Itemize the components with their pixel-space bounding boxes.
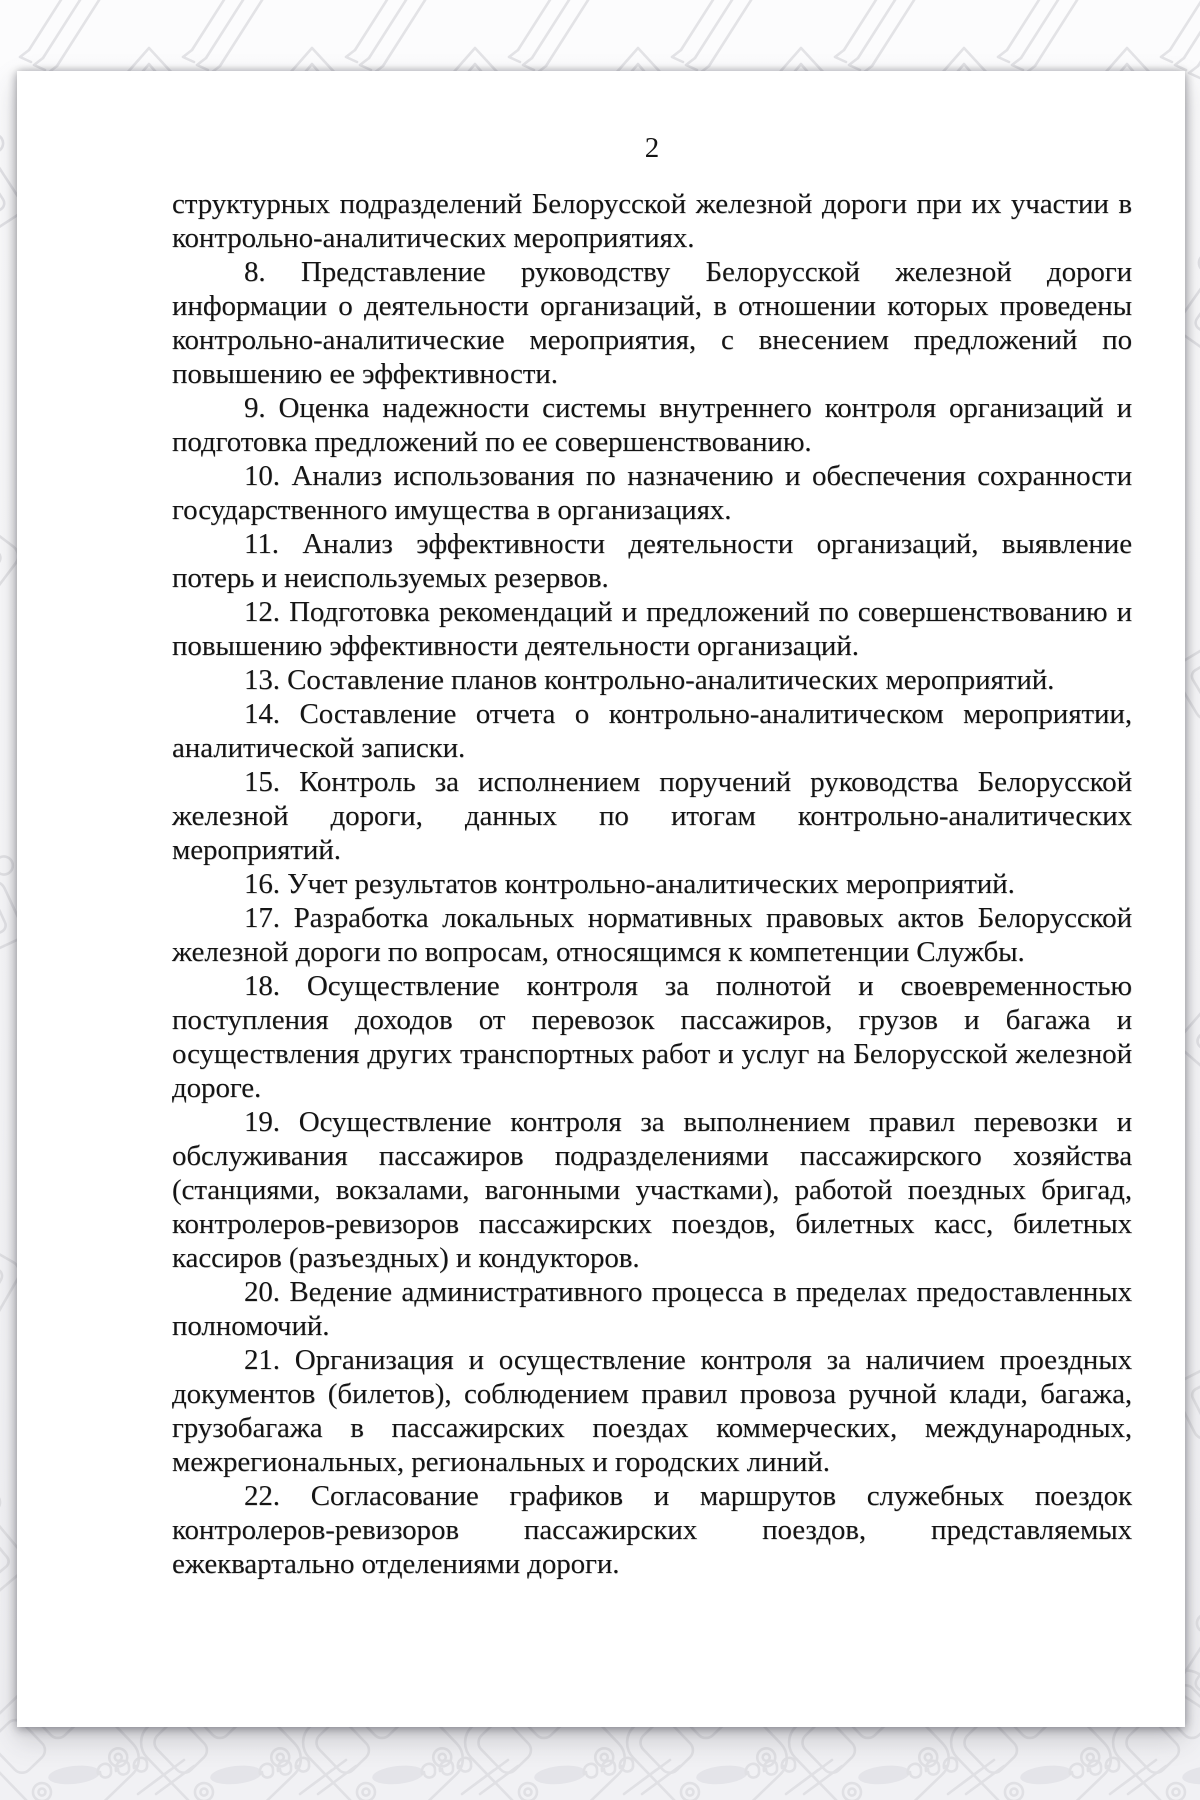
paragraph: 14. Составление отчета о контрольно-аналитическом мероприятии, аналитической записки. [172, 698, 1132, 764]
page-number: 2 [644, 132, 660, 164]
paragraph: 15. Контроль за исполнением поручений руководства Белорусской железной дороги, данных по итогам контрольно-аналитических мероприятий. [172, 766, 1132, 866]
page-body [172, 187, 1132, 1581]
paragraph: структурных подразделений Белорусской железной дороги при их участии в контрольно-аналитических мероприятиях. [172, 188, 1132, 254]
paragraph: 13. Составление планов контрольно-аналитических мероприятий. [244, 664, 1055, 696]
paragraph: 8. Представление руководству Белорусской железной дороги информации о деятельности организаций, в отношении которых проведены контрольно-аналитические мероприятия, с внесением предложений по повышению ее эффективности. [172, 256, 1132, 390]
paragraph: 11. Анализ эффективности деятельности организаций, выявление потерь и неиспользуемых резервов. [172, 528, 1132, 594]
paragraph: 10. Анализ использования по назначению и обеспечения сохранности государственного имущества в организациях. [172, 460, 1132, 526]
paragraph: 22. Согласование графиков и маршрутов служебных поездок контролеров-ревизоров пассажирских поездов, представляемых ежеквартально отделениями дороги. [172, 1480, 1132, 1580]
paragraph: 17. Разработка локальных нормативных правовых актов Белорусской железной дороги по вопросам, относящимся к компетенции Службы. [172, 902, 1132, 968]
paragraph: 19. Осуществление контроля за выполнением правил перевозки и обслуживания пассажиров подразделениями пассажирского хозяйства (станциями, вокзалами, вагонными участками), работой поездных бригад, контролеров-ревизоров пассажирских поездов, билетных касс, билетных кассиров (разъездных) и кондукторов. [172, 1106, 1132, 1274]
paragraph: 9. Оценка надежности системы внутреннего контроля организаций и подготовка предложений по ее совершенствованию. [172, 392, 1132, 458]
paragraph: 20. Ведение административного процесса в пределах предоставленных полномочий. [172, 1276, 1132, 1342]
page-sheet [17, 71, 1185, 1727]
paragraph: 21. Организация и осуществление контроля за наличием проездных документов (билетов), соблюдением правил провоза ручной клади, багажа, грузобагажа в пассажирских поездах коммерческих, международных, межрегиональных, региональных и городских линий. [172, 1344, 1132, 1478]
paragraph: 16. Учет результатов контрольно-аналитических мероприятий. [244, 868, 1015, 900]
paragraph: 12. Подготовка рекомендаций и предложений по совершенствованию и повышению эффективности деятельности организаций. [172, 596, 1132, 662]
paragraph: 18. Осуществление контроля за полнотой и своевременностью поступления доходов от перевозок пассажиров, грузов и багажа и осуществления других транспортных работ и услуг на Белорусской железной дороге. [172, 970, 1132, 1104]
